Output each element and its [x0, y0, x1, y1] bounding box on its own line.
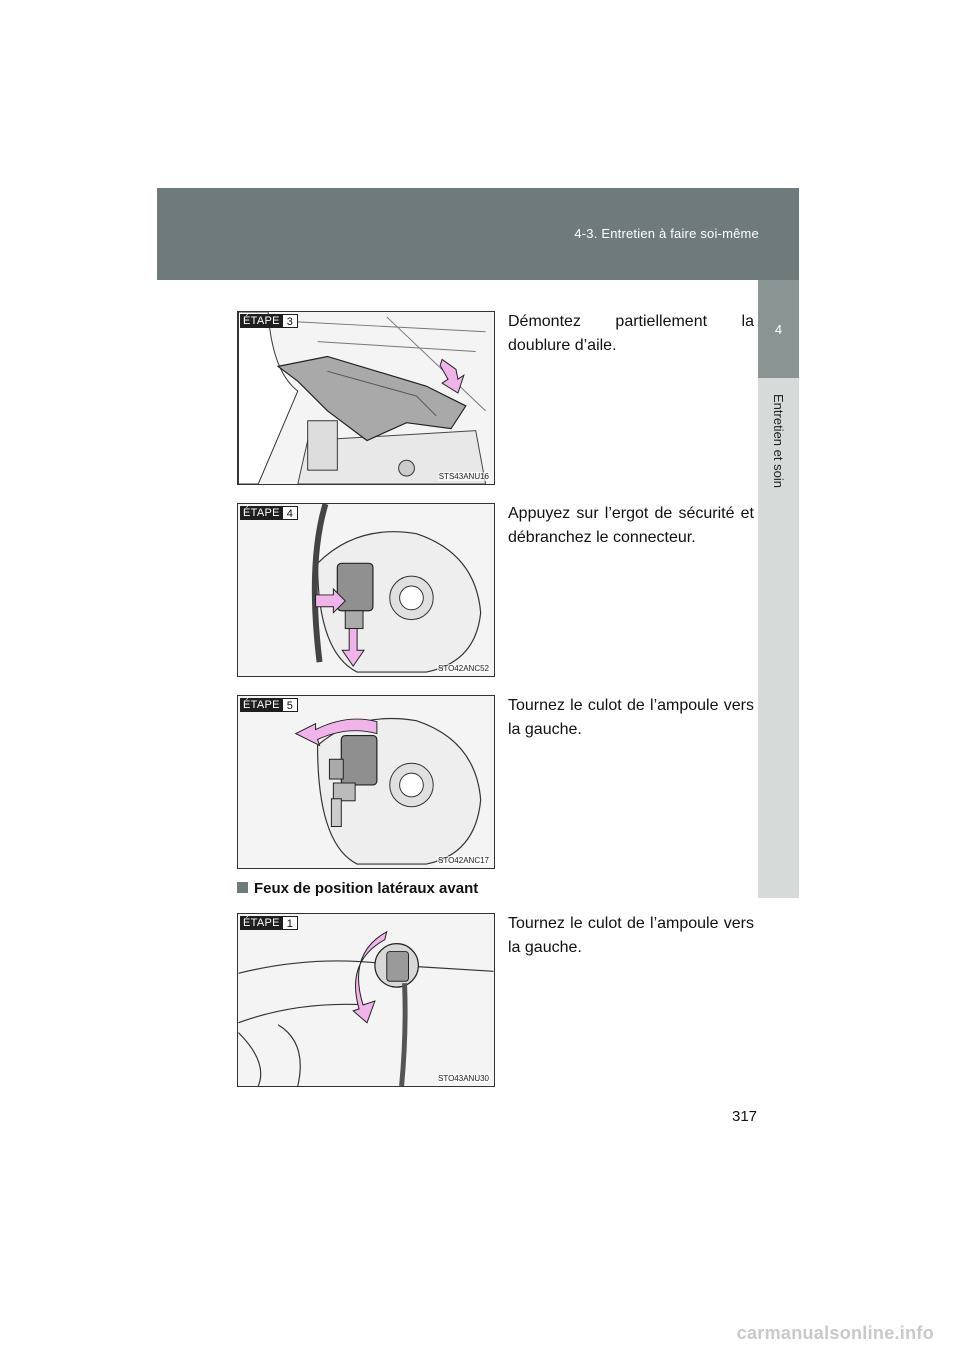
figure-sub-step-1: [237, 913, 495, 1087]
step-badge-number: 4: [283, 506, 298, 520]
step-4-text: Appuyez sur l’ergot de sécurité et débranchez le connecteur.: [508, 505, 754, 546]
fender-liner-illustration: [238, 312, 494, 484]
step-badge: [240, 506, 298, 520]
sub-step-1-text: Tournez le culot de l’ampoule vers la gauche.: [508, 915, 754, 956]
step-badge-number: 3: [283, 314, 298, 328]
subsection-title: Feux de position latéraux avant: [254, 880, 479, 897]
figure-code: STO43ANU30: [438, 1074, 489, 1083]
step-3-text: Démontez partiellement la doublure d’aile.: [508, 313, 754, 354]
step-badge-word: ÉTAPE: [240, 698, 283, 712]
figure-step-3: [237, 311, 495, 485]
step-badge: [240, 314, 298, 328]
step-badge-word: ÉTAPE: [240, 916, 283, 930]
step-badge-number: 1: [283, 916, 298, 930]
chapter-tab-text: Entretien et soin: [771, 394, 786, 488]
side-marker-socket-illustration: [238, 914, 494, 1086]
section-title: 4-3. Entretien à faire soi-même: [574, 226, 759, 241]
bulb-socket-rotate-illustration: [238, 696, 494, 868]
header-band: [157, 188, 799, 280]
watermark: carmanualsonline.info: [736, 1323, 934, 1343]
figure-code: STO42ANC17: [438, 856, 489, 865]
step-badge-number: 5: [283, 698, 298, 712]
square-bullet-icon: [237, 882, 248, 893]
chapter-tab-label: [758, 378, 799, 898]
step-badge: [240, 698, 298, 712]
step-5-text: Tournez le culot de l’ampoule vers la gauche.: [508, 697, 754, 738]
step-badge: [240, 916, 298, 930]
figure-code: STO42ANC52: [438, 664, 489, 673]
connector-illustration: [238, 504, 494, 676]
chapter-tab-number: 4: [758, 280, 799, 378]
figure-code: STS43ANU16: [438, 472, 489, 481]
step-badge-word: ÉTAPE: [240, 506, 283, 520]
figure-step-4: [237, 503, 495, 677]
step-badge-word: ÉTAPE: [240, 314, 283, 328]
page-number: 317: [732, 1108, 758, 1125]
figure-step-5: [237, 695, 495, 869]
subsection-heading: [237, 880, 478, 897]
